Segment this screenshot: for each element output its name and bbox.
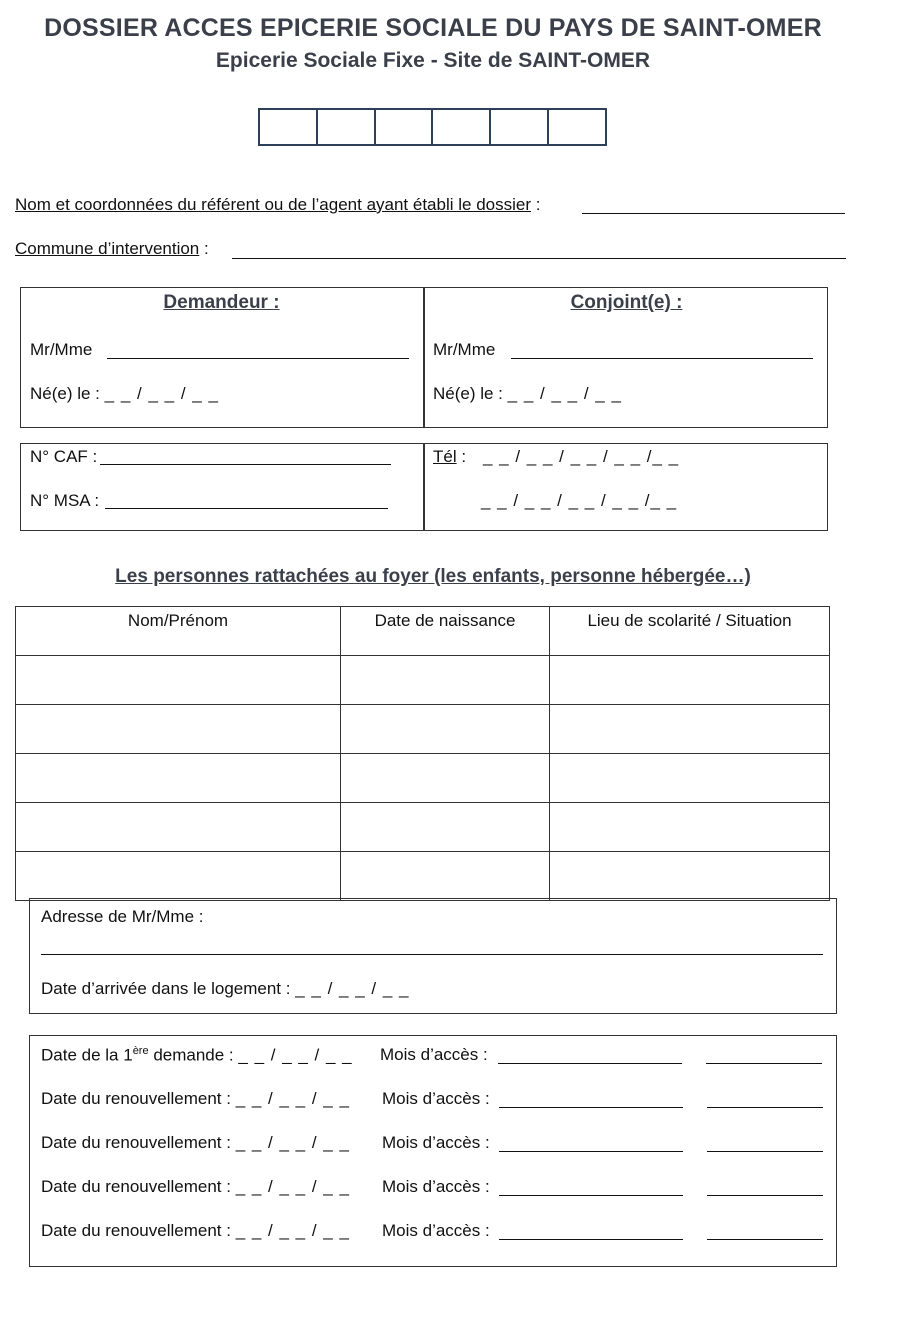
tel-field-1[interactable]: _ _ / _ _ / _ _ / _ _ /_ _ <box>483 447 680 466</box>
commune-field[interactable] <box>232 244 846 259</box>
referent-label: Nom et coordonnées du référent ou de l’agent ayant établi le dossier <box>15 195 531 214</box>
first-request-line <box>41 1045 353 1066</box>
renewal-label: Date du renouvellement : <box>41 1221 231 1240</box>
household-title: Les personnes rattachées au foyer (les enfants, personne hébergée…) <box>115 566 751 587</box>
birthdate-cell[interactable] <box>341 656 550 705</box>
month-field[interactable] <box>499 1137 683 1152</box>
demandeur-birth-field[interactable]: _ _ / _ _ / _ _ <box>104 384 219 403</box>
school-cell[interactable] <box>550 803 830 852</box>
renewal-line <box>41 1133 350 1153</box>
demandeur-birth-line <box>30 384 219 404</box>
first-request-prefix: Date de la 1 <box>41 1045 133 1065</box>
demandeur-title-colon: : <box>273 292 280 313</box>
arrival-label: Date d’arrivée dans le logement : <box>41 979 291 998</box>
school-cell[interactable] <box>550 754 830 803</box>
tel-label-line <box>433 447 466 467</box>
dossier-number-cell[interactable] <box>491 110 549 144</box>
dossier-number-boxes <box>258 108 607 146</box>
dossier-number-cell[interactable] <box>260 110 318 144</box>
address-field[interactable] <box>41 940 823 955</box>
conjoint-heading <box>425 292 828 314</box>
renewal-date-field[interactable]: _ _ / _ _ / _ _ <box>235 1221 350 1240</box>
arrival-line <box>41 979 409 999</box>
dossier-number-cell[interactable] <box>318 110 376 144</box>
renewal-line <box>41 1221 350 1241</box>
table-row <box>16 754 830 803</box>
household-header-row <box>16 607 830 656</box>
document-subtitle: Epicerie Sociale Fixe - Site de SAINT-OMER <box>215 49 651 72</box>
caf-field[interactable] <box>100 450 391 465</box>
month-field[interactable] <box>499 1093 683 1108</box>
name-cell[interactable] <box>16 754 341 803</box>
dossier-number-cell[interactable] <box>376 110 434 144</box>
dossier-number-cell[interactable] <box>549 110 605 144</box>
month-label: Mois d’accès : <box>382 1133 490 1152</box>
first-request-suffix: demande : <box>148 1045 234 1065</box>
contact-divider <box>423 443 425 531</box>
month-label: Mois d’accès : <box>382 1221 490 1240</box>
school-cell[interactable] <box>550 705 830 754</box>
renewal-label: Date du renouvellement : <box>41 1177 231 1196</box>
name-cell[interactable] <box>16 705 341 754</box>
renewal-date-field[interactable]: _ _ / _ _ / _ _ <box>235 1089 350 1108</box>
first-request-sup: ère <box>132 1045 149 1057</box>
month-extra-field[interactable] <box>706 1049 822 1064</box>
msa-field[interactable] <box>105 494 388 509</box>
tel-label: Tél <box>433 447 457 466</box>
birthdate-cell[interactable] <box>341 803 550 852</box>
commune-colon: : <box>199 239 209 258</box>
renewal-label: Date du renouvellement : <box>41 1133 231 1152</box>
demandeur-title: Demandeur <box>163 292 274 313</box>
renewal-date-field[interactable]: _ _ / _ _ / _ _ <box>235 1177 350 1196</box>
school-cell[interactable] <box>550 852 830 901</box>
conjoint-title: Conjoint(e) <box>570 292 677 313</box>
name-cell[interactable] <box>16 852 341 901</box>
month-extra-field[interactable] <box>707 1093 823 1108</box>
demandeur-birth-label: Né(e) le : <box>30 384 100 403</box>
demandeur-heading <box>20 292 423 314</box>
month-field[interactable] <box>499 1225 683 1240</box>
name-cell[interactable] <box>16 803 341 852</box>
conjoint-birth-line <box>433 384 622 404</box>
month-field[interactable] <box>498 1049 682 1064</box>
commune-label: Commune d’intervention <box>15 239 200 258</box>
household-table <box>15 606 830 901</box>
tel-colon: : <box>456 447 467 466</box>
conjoint-name-field[interactable] <box>511 344 813 359</box>
address-label: Adresse de Mr/Mme : <box>41 907 204 926</box>
renewal-line <box>41 1089 350 1109</box>
commune-line <box>15 239 209 259</box>
conjoint-name-label: Mr/Mme <box>433 340 496 359</box>
demandeur-name-field[interactable] <box>107 344 409 359</box>
month-field[interactable] <box>499 1181 683 1196</box>
caf-label: N° CAF : <box>30 447 98 466</box>
referent-colon: : <box>531 195 541 214</box>
document-title: DOSSIER ACCES EPICERIE SOCIALE DU PAYS DE SAINT-OMER <box>44 14 822 42</box>
month-extra-field[interactable] <box>707 1225 823 1240</box>
conjoint-birth-field[interactable]: _ _ / _ _ / _ _ <box>507 384 622 403</box>
tel-field-2[interactable]: _ _ / _ _ / _ _ / _ _ /_ _ <box>481 491 678 510</box>
referent-line <box>15 195 540 215</box>
birthdate-cell[interactable] <box>341 754 550 803</box>
referent-field[interactable] <box>582 199 845 214</box>
month-label: Mois d’accès : <box>382 1089 490 1108</box>
school-cell[interactable] <box>550 656 830 705</box>
month-extra-field[interactable] <box>707 1137 823 1152</box>
conjoint-birth-label: Né(e) le : <box>433 384 503 403</box>
renewal-label: Date du renouvellement : <box>41 1089 231 1108</box>
msa-label: N° MSA : <box>30 491 100 510</box>
birthdate-cell[interactable] <box>341 705 550 754</box>
month-extra-field[interactable] <box>707 1181 823 1196</box>
first-request-date-field[interactable]: _ _ / _ _ / _ _ <box>238 1045 353 1065</box>
demandeur-name-label: Mr/Mme <box>30 340 93 359</box>
arrival-date-field[interactable]: _ _ / _ _ / _ _ <box>295 979 410 998</box>
conjoint-title-colon: : <box>676 292 683 313</box>
month-label: Mois d’accès : <box>382 1177 490 1196</box>
birthdate-cell[interactable] <box>341 852 550 901</box>
table-row <box>16 803 830 852</box>
table-row <box>16 705 830 754</box>
name-cell[interactable] <box>16 656 341 705</box>
column-header-school: Lieu de scolarité / Situation <box>550 607 830 656</box>
table-row <box>16 656 830 705</box>
renewal-line <box>41 1177 350 1197</box>
column-header-birthdate: Date de naissance <box>341 607 550 656</box>
dossier-number-cell[interactable] <box>433 110 491 144</box>
renewal-date-field[interactable]: _ _ / _ _ / _ _ <box>235 1133 350 1152</box>
table-row <box>16 852 830 901</box>
column-header-name: Nom/Prénom <box>16 607 341 656</box>
month-label: Mois d’accès : <box>380 1045 488 1064</box>
